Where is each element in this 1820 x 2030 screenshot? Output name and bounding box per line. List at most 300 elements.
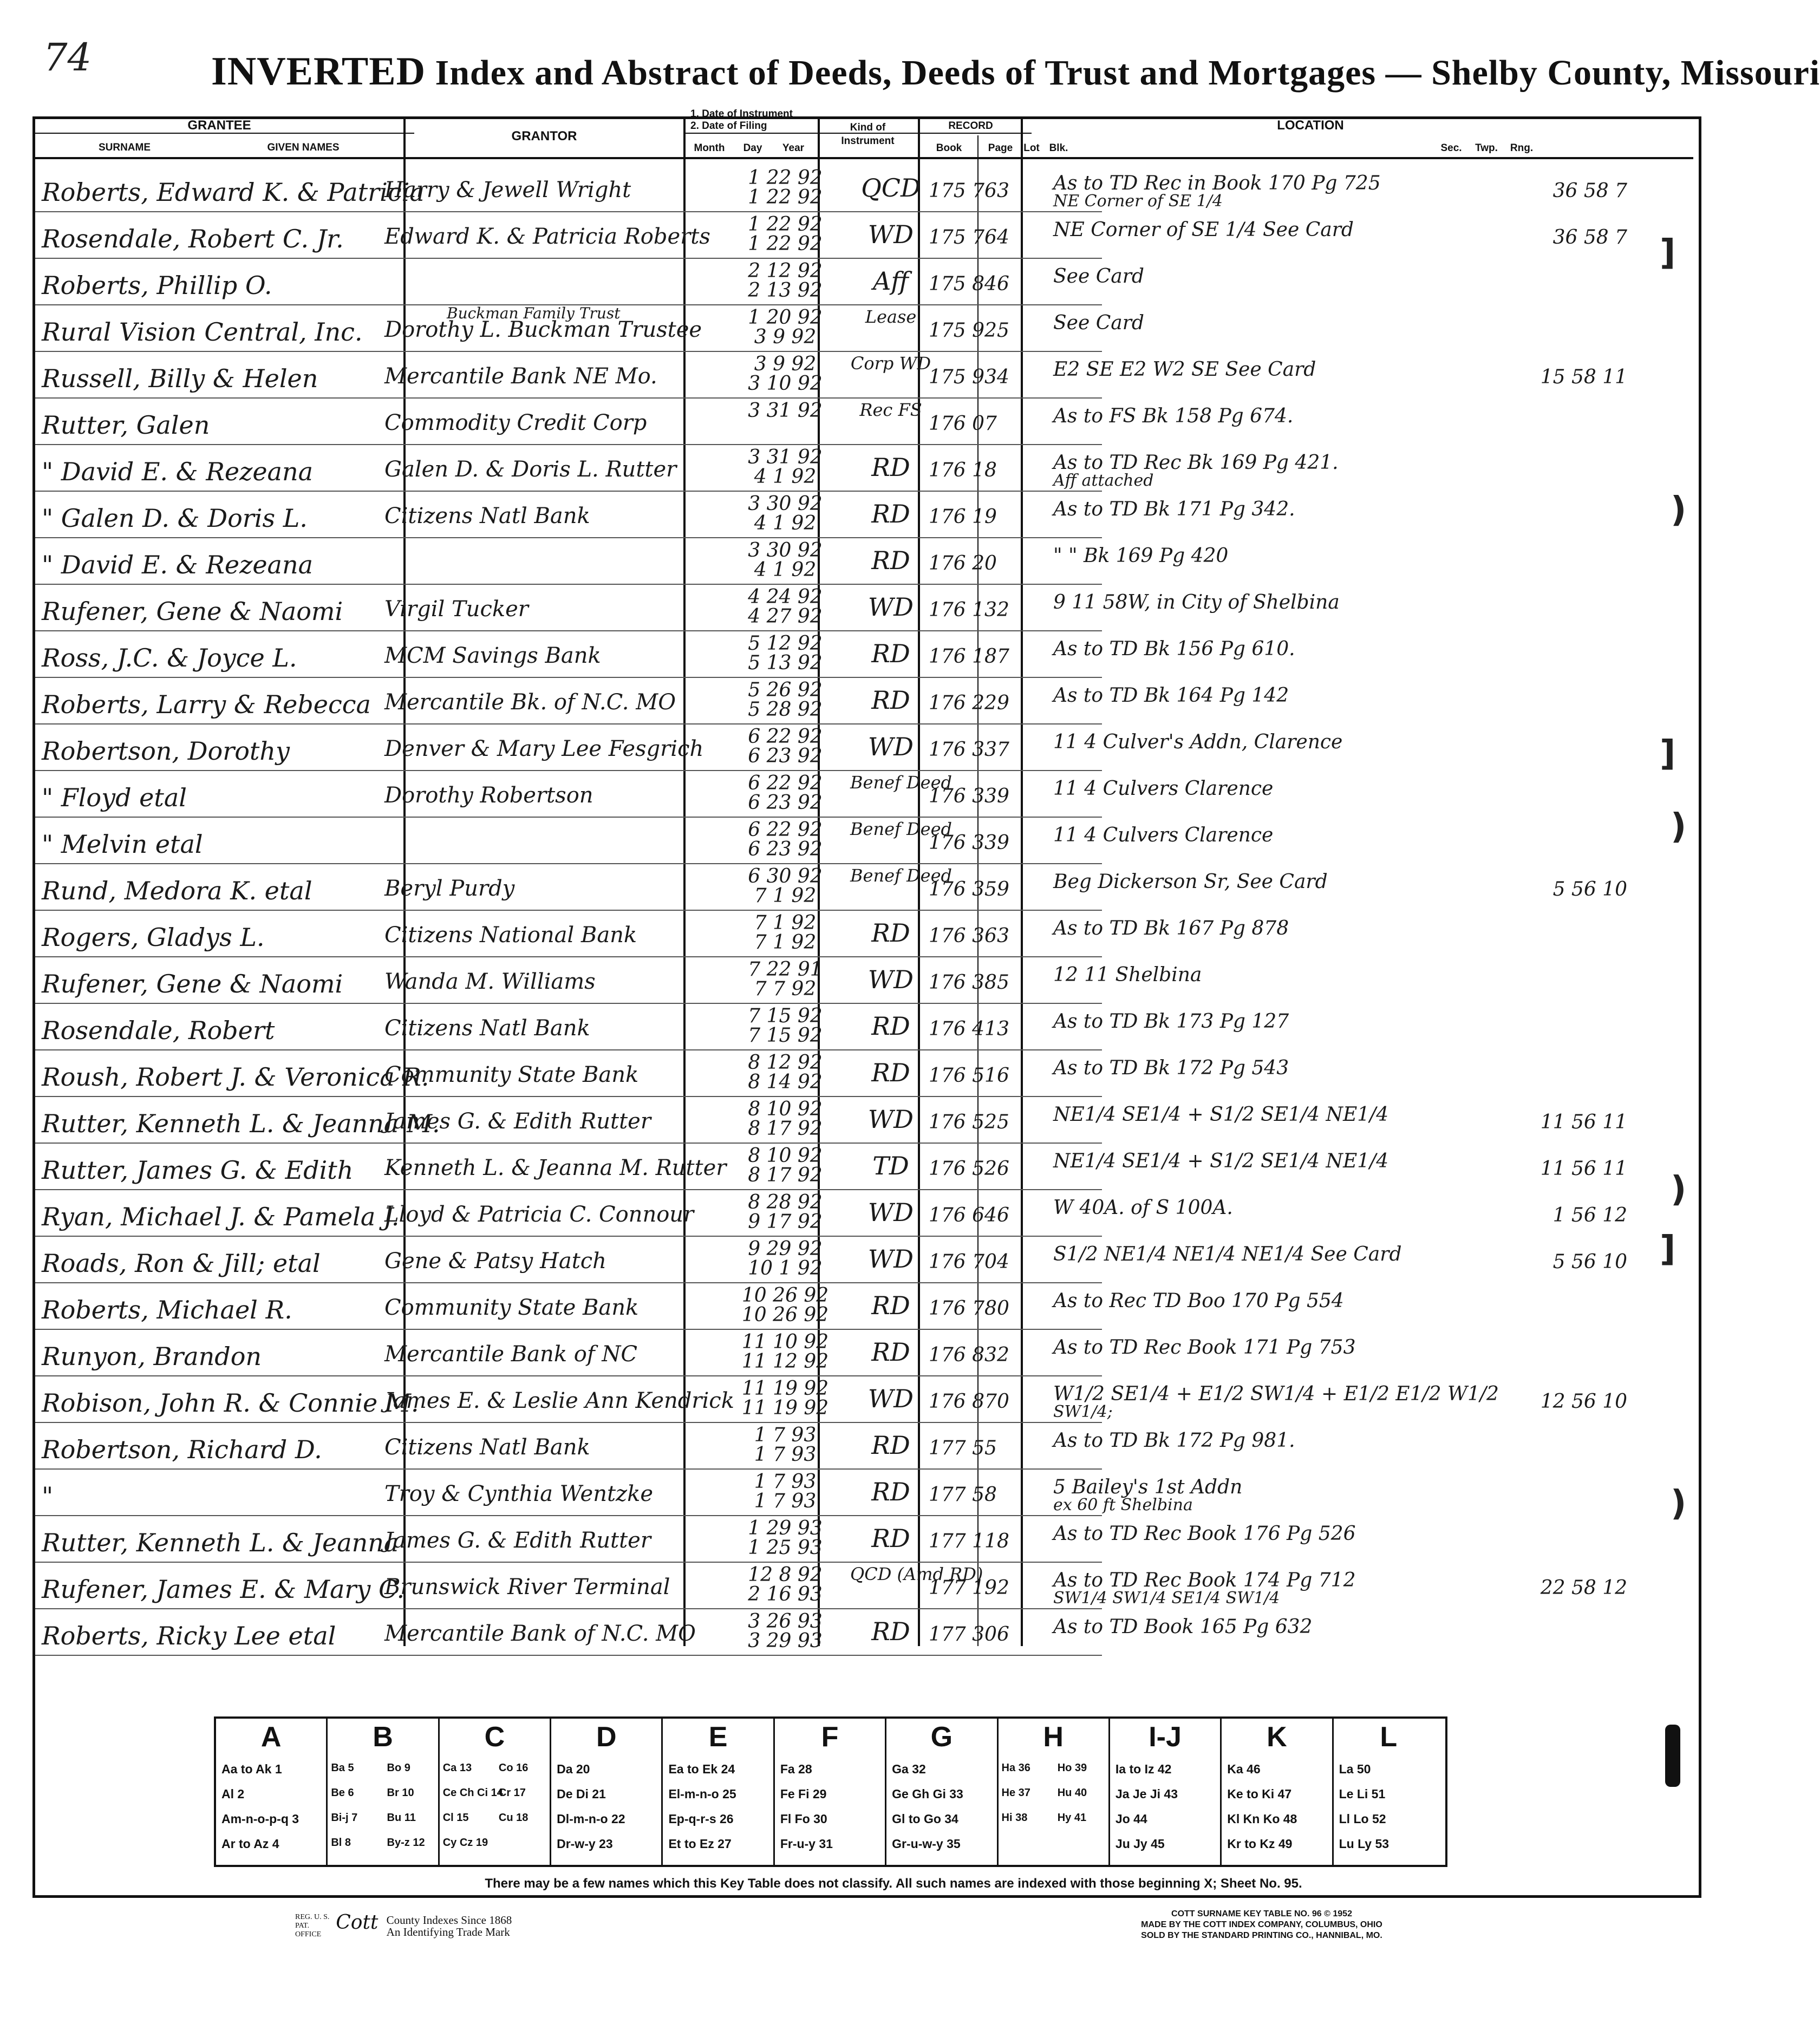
key-column-e (663, 1719, 774, 1865)
key-entry: Ep-q-r-s 26 (668, 1812, 734, 1826)
record-book-page: 176 132 (929, 599, 1009, 621)
key-entry: Kr to Kz 49 (1227, 1837, 1293, 1851)
ledger-row (35, 866, 1693, 906)
instrument-date: 1 7 93 (754, 1424, 817, 1446)
instrument-date: 3 26 93 (748, 1610, 823, 1633)
sec-twp-rng: 1 56 12 (1552, 1204, 1627, 1226)
header-rng: Rng. (1510, 142, 1534, 154)
record-book-page: 176 337 (929, 739, 1009, 761)
row-rule (35, 1422, 1102, 1423)
record-book-page: 176 385 (929, 971, 1009, 994)
key-entry: Ke to Ki 47 (1227, 1787, 1292, 1801)
key-footnote: There may be a few names which this Key Table does not classify. All such names are indexed with those beginning X; Sheet No. 95. (485, 1876, 1302, 1891)
margin-bracket-mark: ] (1660, 1229, 1676, 1269)
location-text: See Card (1053, 312, 1144, 334)
instrument-date: 7 1 92 (754, 912, 817, 934)
header-bottom-rule (35, 157, 1693, 159)
location-text: As to TD Rec Book 174 Pg 712 (1053, 1569, 1356, 1591)
margin-bracket-mark: ] (1660, 734, 1676, 774)
filing-date: 8 17 92 (748, 1164, 823, 1186)
instrument-date: 6 22 92 (748, 819, 823, 841)
ledger-row (35, 1053, 1693, 1093)
key-entry: Ll Lo 52 (1339, 1812, 1386, 1826)
header-location: LOCATION (1277, 118, 1344, 133)
location-text-2: SW1/4 SW1/4 SE1/4 SW1/4 (1053, 1589, 1280, 1608)
key-column-c (440, 1719, 551, 1865)
filing-date: 4 1 92 (754, 559, 817, 581)
ledger-row (35, 1146, 1693, 1186)
header-given-names: GIVEN NAMES (267, 142, 340, 153)
key-entry: Ba 5 (331, 1762, 354, 1774)
footer-publisher-line1: COTT SURNAME KEY TABLE NO. 96 © 1952 (1171, 1909, 1352, 1918)
record-book-page: 175 764 (929, 226, 1009, 249)
instrument-date: 6 22 92 (748, 772, 823, 794)
ledger-row (35, 1006, 1693, 1046)
location-text: As to Rec TD Boo 170 Pg 554 (1053, 1290, 1344, 1312)
key-entry: Ia to Iz 42 (1115, 1762, 1172, 1776)
header-dates-2: 2. Date of Filing (690, 120, 767, 132)
sec-twp-rng: 36 58 7 (1552, 226, 1627, 249)
record-book-page: 176 704 (929, 1251, 1009, 1273)
key-letter: B (373, 1721, 393, 1753)
key-entry: Bo 9 (387, 1762, 410, 1774)
key-entry: Cl 15 (442, 1812, 469, 1824)
sec-twp-rng: 22 58 12 (1540, 1577, 1627, 1599)
record-book-page: 176 526 (929, 1158, 1009, 1180)
surname-key-table (214, 1716, 1447, 1867)
key-entry: Aa to Ak 1 (221, 1762, 282, 1776)
grantor-name: Citizens Natl Bank (384, 1435, 590, 1460)
instrument-kind: TD (872, 1151, 909, 1180)
key-letter: E (708, 1721, 728, 1753)
grantor-note: Buckman Family Trust (447, 304, 621, 322)
key-entry: La 50 (1339, 1762, 1371, 1776)
grantor-name: MCM Savings Bank (384, 643, 601, 668)
filing-date: 2 13 92 (748, 279, 823, 302)
record-book-page: 176 18 (929, 459, 997, 481)
ledger-row (35, 1611, 1693, 1652)
header-lot: Lot (1023, 142, 1040, 154)
grantee-name: Rosendale, Robert (42, 1016, 275, 1045)
header-grantee: GRANTEE (187, 118, 251, 133)
grantee-name: Rufener, Gene & Naomi (42, 597, 343, 626)
row-rule (35, 770, 1102, 771)
location-text-2: ex 60 ft Shelbina (1053, 1496, 1193, 1515)
grantee-name: Rutter, Kenneth L. & Jeanna (42, 1528, 399, 1557)
margin-bracket-mark: ) (1671, 490, 1687, 530)
instrument-date: 3 31 92 (748, 446, 823, 468)
row-rule (35, 863, 1102, 864)
grantor-name: Beryl Purdy (384, 876, 515, 901)
key-entry: Ea to Ek 24 (668, 1762, 735, 1776)
grantor-name: Harry & Jewell Wright (384, 178, 631, 203)
row-rule (35, 1655, 1102, 1656)
ledger-row (35, 1332, 1693, 1372)
record-book-page: 176 07 (929, 413, 997, 435)
ledger-row (35, 214, 1693, 254)
header-record: RECORD (948, 120, 993, 132)
sec-twp-rng: 15 58 11 (1540, 366, 1627, 388)
row-rule (35, 1236, 1102, 1237)
location-text: As to TD Bk 167 Pg 878 (1053, 917, 1289, 939)
instrument-kind: WD (867, 1244, 914, 1274)
filing-date: 4 27 92 (748, 605, 823, 628)
key-column-f (775, 1719, 886, 1865)
location-text: As to FS Bk 158 Pg 674. (1053, 405, 1294, 427)
grantee-name: " Floyd etal (42, 783, 187, 812)
grantee-name: Rufener, Gene & Naomi (42, 969, 343, 998)
instrument-date: 3 30 92 (748, 493, 823, 515)
key-entry: Bl 8 (331, 1837, 351, 1849)
ledger-row (35, 1239, 1693, 1279)
key-entry: Fr-u-y 31 (780, 1837, 833, 1851)
location-text: 12 11 Shelbina (1053, 964, 1202, 986)
record-book-page: 175 846 (929, 273, 1009, 295)
filing-date: 11 19 92 (741, 1397, 829, 1419)
record-book-page: 177 306 (929, 1623, 1009, 1646)
row-rule (35, 537, 1102, 538)
record-book-page: 176 20 (929, 552, 997, 575)
record-book-page: 175 934 (929, 366, 1009, 388)
header-twp: Twp. (1475, 142, 1498, 154)
instrument-kind: RD (871, 1058, 910, 1087)
grantee-name: Robertson, Dorothy (42, 736, 290, 766)
key-entry: De Di 21 (557, 1787, 606, 1801)
row-rule (35, 351, 1102, 352)
location-text: W 40A. of S 100A. (1053, 1197, 1233, 1219)
location-text: NE1/4 SE1/4 + S1/2 SE1/4 NE1/4 (1053, 1104, 1389, 1126)
grantor-name: Denver & Mary Lee Fesgrich (384, 736, 704, 761)
key-letter: C (484, 1721, 505, 1753)
filing-date: 7 15 92 (748, 1024, 823, 1047)
filing-date: 2 16 93 (748, 1583, 823, 1605)
ledger-row (35, 727, 1693, 767)
row-rule (35, 677, 1102, 678)
instrument-kind: Lease (865, 306, 917, 327)
grantee-name: Robison, John R. & Connie M. (42, 1388, 419, 1418)
filing-date: 3 29 93 (748, 1630, 823, 1652)
instrument-kind: RD (871, 1524, 910, 1553)
footer-reg: REG. U. S. PAT. OFFICE (295, 1913, 330, 1939)
instrument-kind: WD (867, 965, 914, 994)
record-book-page: 176 413 (929, 1018, 1009, 1040)
ledger-row (35, 401, 1693, 441)
grantor-name: Mercantile Bk. of N.C. MO (384, 690, 676, 715)
header-day: Day (743, 142, 762, 154)
grantee-name: " Galen D. & Doris L. (42, 504, 308, 533)
key-entry: Ho 39 (1057, 1762, 1087, 1774)
location-text: As to TD Rec Bk 169 Pg 421. (1053, 452, 1339, 474)
grantee-name: Rund, Medora K. etal (42, 876, 312, 905)
key-entry: Al 2 (221, 1787, 245, 1801)
key-entry: By-z 12 (387, 1837, 425, 1849)
location-text: As to TD Bk 172 Pg 543 (1053, 1057, 1289, 1079)
record-book-page: 176 229 (929, 692, 1009, 714)
instrument-date: 6 22 92 (748, 726, 823, 748)
grantor-name: James G. & Edith Rutter (384, 1528, 651, 1553)
key-entry: Fe Fi 29 (780, 1787, 827, 1801)
ledger-row (35, 1518, 1693, 1558)
key-entry: Fl Fo 30 (780, 1812, 827, 1826)
row-rule (35, 444, 1102, 445)
grantor-name: Wanda M. Williams (384, 969, 596, 994)
ledger-row (35, 1379, 1693, 1419)
filing-date: 11 12 92 (741, 1350, 829, 1373)
header-kind-2: Instrument (841, 135, 895, 147)
key-column-h (999, 1719, 1110, 1865)
header-kind-1: Kind of (850, 122, 886, 133)
filing-date: 4 1 92 (754, 466, 817, 488)
margin-bracket-mark: ) (1671, 1170, 1687, 1210)
sec-twp-rng: 11 56 11 (1540, 1158, 1627, 1180)
instrument-date: 2 12 92 (748, 260, 823, 282)
ledger-row (35, 1192, 1693, 1232)
grantor-name: Mercantile Bank NE Mo. (384, 364, 657, 389)
footer-trademark (295, 1911, 674, 1939)
key-letter: K (1267, 1721, 1287, 1753)
instrument-kind: WD (867, 1105, 914, 1134)
filing-date: 5 28 92 (748, 699, 823, 721)
ledger-row (35, 634, 1693, 674)
grantor-name: Mercantile Bank of N.C. MO (384, 1621, 696, 1646)
instrument-date: 9 29 92 (748, 1238, 823, 1260)
instrument-kind: RD (871, 639, 910, 668)
header-surname: SURNAME (98, 142, 151, 153)
ledger-row (35, 1099, 1693, 1139)
instrument-kind: RD (871, 1431, 910, 1460)
instrument-kind: WD (867, 1198, 914, 1227)
record-book-page: 176 339 (929, 785, 1009, 807)
key-entry: Be 6 (331, 1787, 354, 1799)
filing-date: 1 25 93 (748, 1537, 823, 1559)
page-title (211, 49, 1820, 95)
location-text: As to TD Book 165 Pg 632 (1053, 1616, 1313, 1638)
instrument-date: 4 24 92 (748, 586, 823, 608)
key-entry: Gl to Go 34 (892, 1812, 958, 1826)
ledger-row (35, 167, 1693, 211)
row-rule (35, 910, 1102, 911)
header-page: Page (988, 142, 1013, 154)
instrument-date: 1 29 93 (748, 1517, 823, 1539)
grantee-name: Runyon, Brandon (42, 1342, 262, 1371)
instrument-kind: RD (871, 1617, 910, 1646)
instrument-kind: RD (871, 918, 910, 948)
filing-date: 7 1 92 (754, 885, 817, 907)
key-entry: Ka 46 (1227, 1762, 1261, 1776)
key-entry: Ca 13 (442, 1762, 472, 1774)
filing-date: 8 17 92 (748, 1118, 823, 1140)
ledger-row (35, 587, 1693, 627)
key-letter: D (596, 1721, 617, 1753)
instrument-kind: RD (871, 1337, 910, 1367)
ledger-row (35, 680, 1693, 720)
record-book-page: 177 55 (929, 1437, 997, 1459)
key-entry: Cy Cz 19 (442, 1837, 488, 1849)
grantor-name: Community State Bank (384, 1062, 639, 1087)
key-entry: Le Li 51 (1339, 1787, 1386, 1801)
row-rule (35, 1282, 1102, 1283)
record-book-page: 176 525 (929, 1111, 1009, 1133)
instrument-kind: Rec FS (859, 400, 922, 420)
grantee-name: Rosendale, Robert C. Jr. (42, 224, 344, 253)
grantor-name: Gene & Patsy Hatch (384, 1249, 606, 1274)
header-month: Month (694, 142, 725, 154)
location-text: 11 4 Culvers Clarence (1053, 824, 1274, 846)
row-rule (35, 1329, 1102, 1330)
location-text: W1/2 SE1/4 + E1/2 SW1/4 + E1/2 E1/2 W1/2 (1053, 1383, 1499, 1405)
grantor-name: James E. & Leslie Ann Kendrick (384, 1388, 734, 1413)
key-entry: He 37 (1001, 1787, 1030, 1799)
filing-date: 7 1 92 (754, 931, 817, 954)
instrument-date: 7 15 92 (748, 1005, 823, 1027)
footer-publisher-line3: SOLD BY THE STANDARD PRINTING CO., HANNIBAL, MO. (1141, 1931, 1382, 1940)
row-rule (35, 1189, 1102, 1190)
grantor-name: Community State Bank (384, 1295, 639, 1320)
ledger-row (35, 354, 1693, 394)
location-text: NE1/4 SE1/4 + S1/2 SE1/4 NE1/4 (1053, 1150, 1389, 1172)
location-text: " " Bk 169 Pg 420 (1053, 545, 1229, 567)
key-letter: F (821, 1721, 839, 1753)
header-blk: Blk. (1049, 142, 1068, 154)
filing-date: 6 23 92 (748, 792, 823, 814)
location-text: 11 4 Culvers Clarence (1053, 778, 1274, 800)
record-book-page: 176 516 (929, 1065, 1009, 1087)
ledger-row (35, 959, 1693, 1000)
instrument-kind: RD (871, 453, 910, 482)
key-entry: Dr-w-y 23 (557, 1837, 613, 1851)
key-entry: Fa 28 (780, 1762, 812, 1776)
instrument-kind: WD (867, 220, 914, 249)
key-entry: Da 20 (557, 1762, 590, 1776)
key-entry: Hy 41 (1057, 1812, 1087, 1824)
sec-twp-rng: 12 56 10 (1540, 1391, 1627, 1413)
key-column-g (886, 1719, 998, 1865)
record-book-page: 177 58 (929, 1484, 997, 1506)
location-text: 11 4 Culver's Addn, Clarence (1053, 731, 1343, 753)
grantor-name: Virgil Tucker (384, 597, 529, 622)
filing-date: 10 26 92 (741, 1304, 829, 1326)
header-grantor: GRANTOR (511, 129, 577, 143)
grantee-name: Roush, Robert J. & Veronica R. (42, 1062, 429, 1092)
filing-date: 3 9 92 (754, 326, 817, 348)
sec-twp-rng: 5 56 10 (1552, 878, 1627, 900)
location-text: 5 Bailey's 1st Addn (1053, 1476, 1243, 1498)
filing-date: 1 22 92 (748, 233, 823, 255)
record-book-page: 175 925 (929, 319, 1009, 342)
grantor-name: Commodity Credit Corp (384, 410, 647, 435)
location-text: As to TD Bk 164 Pg 142 (1053, 684, 1289, 707)
grantee-name: " (42, 1481, 54, 1511)
record-book-page: 176 359 (929, 878, 1009, 900)
row-rule (35, 491, 1102, 492)
row-rule (35, 1515, 1102, 1516)
grantor-name: Citizens National Bank (384, 923, 637, 948)
instrument-kind: WD (867, 592, 914, 622)
ledger-row (35, 540, 1693, 580)
grantee-name: Roberts, Michael R. (42, 1295, 292, 1324)
location-text-2: NE Corner of SE 1/4 (1053, 192, 1223, 211)
ledger-row (35, 1425, 1693, 1465)
instrument-kind: WD (867, 732, 914, 761)
record-book-page: 177 192 (929, 1577, 1009, 1599)
key-entry: Et to Ez 27 (668, 1837, 732, 1851)
grantor-name: Galen D. & Doris L. Rutter (384, 457, 677, 482)
instrument-date: 8 10 92 (748, 1098, 823, 1120)
grantee-name: Roberts, Phillip O. (42, 271, 272, 300)
filing-date: 7 7 92 (754, 978, 817, 1000)
key-entry: Dl-m-n-o 22 (557, 1812, 625, 1826)
grantor-name: Kenneth L. & Jeanna M. Rutter (384, 1156, 727, 1180)
instrument-date: 1 22 92 (748, 213, 823, 236)
location-text: 9 11 58W, in City of Shelbina (1053, 591, 1340, 613)
key-column-b (328, 1719, 439, 1865)
grantor-name: Citizens Natl Bank (384, 1016, 590, 1041)
location-text-2: SW1/4; (1053, 1402, 1113, 1421)
grantee-name: " David E. & Rezeana (42, 550, 314, 579)
grantor-name: Brunswick River Terminal (384, 1575, 670, 1600)
header-book: Book (936, 142, 962, 154)
location-text: As to TD Bk 172 Pg 981. (1053, 1430, 1295, 1452)
key-letter: A (260, 1721, 282, 1753)
row-rule (35, 1003, 1102, 1004)
instrument-kind: RD (871, 1291, 910, 1320)
filing-date: 10 1 92 (748, 1257, 823, 1280)
grantee-name: Rufener, James E. & Mary C. (42, 1575, 405, 1604)
margin-bracket-mark: ] (1660, 233, 1676, 273)
footer-line2: An Identifying Trade Mark (386, 1925, 510, 1939)
key-letter: G (930, 1721, 953, 1753)
row-rule (35, 1049, 1102, 1050)
grantor-name: Dorothy L. Buckman Trustee (384, 317, 702, 342)
instrument-date: 11 10 92 (741, 1331, 829, 1353)
sec-twp-rng: 5 56 10 (1552, 1251, 1627, 1273)
row-rule (35, 1562, 1102, 1563)
key-entry: El-m-n-o 25 (668, 1787, 736, 1801)
grantee-name: Ross, J.C. & Joyce L. (42, 643, 297, 673)
row-rule (35, 211, 1102, 212)
instrument-date: 8 12 92 (748, 1052, 823, 1074)
key-letter: L (1380, 1721, 1398, 1753)
row-rule (35, 1143, 1102, 1144)
instrument-date: 3 31 92 (748, 400, 823, 422)
binder-tab-mark (1665, 1725, 1680, 1787)
location-text: Beg Dickerson Sr, See Card (1053, 871, 1328, 893)
key-entry: Jo 44 (1115, 1812, 1147, 1826)
grantee-name: Roberts, Edward K. & Patricia (42, 178, 425, 207)
row-rule (35, 397, 1102, 399)
ledger-row (35, 913, 1693, 953)
row-rule (35, 956, 1102, 957)
key-entry: Bi-j 7 (331, 1812, 358, 1824)
ledger-row (35, 773, 1693, 813)
instrument-kind: Aff (873, 266, 909, 296)
record-book-page: 176 19 (929, 506, 997, 528)
instrument-date: 6 30 92 (748, 865, 823, 887)
row-rule (35, 630, 1102, 631)
key-entry: Co 16 (498, 1762, 529, 1774)
grantee-name: Rutter, Galen (42, 410, 210, 440)
instrument-kind: Benef Deed (850, 865, 953, 886)
record-book-page: 175 763 (929, 180, 1009, 202)
key-column-i-j (1110, 1719, 1222, 1865)
key-entry: Ga 32 (892, 1762, 926, 1776)
key-entry: Ar to Az 4 (221, 1837, 279, 1851)
location-text-2: Aff attached (1053, 471, 1154, 490)
grantee-name: " David E. & Rezeana (42, 457, 314, 486)
row-rule (35, 1375, 1102, 1376)
ledger-row (35, 1564, 1693, 1608)
key-column-k (1222, 1719, 1333, 1865)
